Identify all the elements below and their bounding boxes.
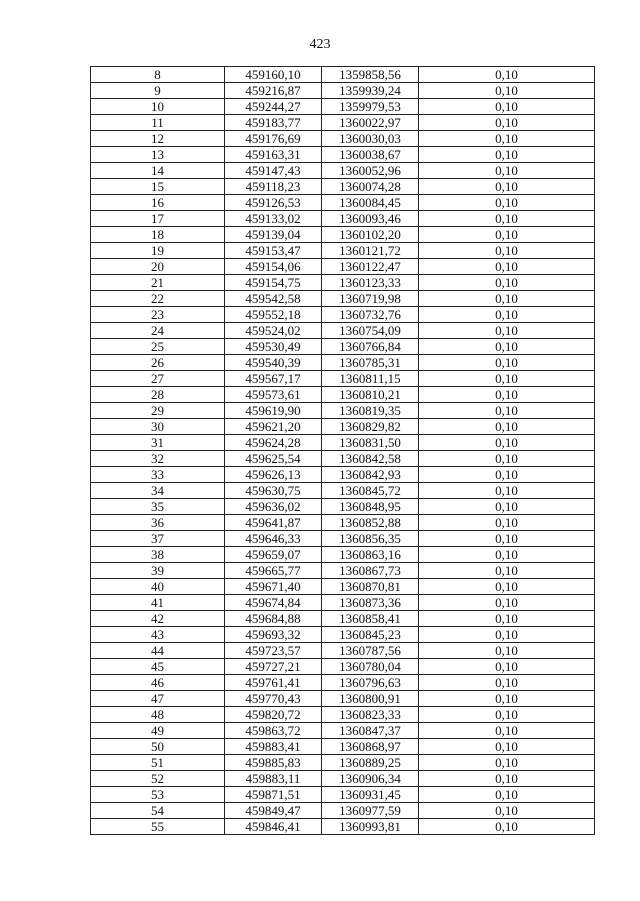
table-row xyxy=(91,291,595,307)
point-number-cell: 40 xyxy=(91,579,225,595)
point-number-cell: 27 xyxy=(91,371,225,387)
y-coordinate-cell: 1360122,47 xyxy=(322,259,419,275)
point-number-cell: 52 xyxy=(91,771,225,787)
accuracy-cell: 0,10 xyxy=(419,147,595,163)
table-row xyxy=(91,115,595,131)
y-coordinate-cell: 1360052,96 xyxy=(322,163,419,179)
point-number-cell: 32 xyxy=(91,451,225,467)
table-body xyxy=(91,67,595,835)
table-row xyxy=(91,99,595,115)
point-number-cell: 24 xyxy=(91,323,225,339)
point-number-cell: 53 xyxy=(91,787,225,803)
accuracy-cell: 0,10 xyxy=(419,307,595,323)
table-row xyxy=(91,595,595,611)
table-row xyxy=(91,323,595,339)
x-coordinate-cell: 459674,84 xyxy=(225,595,322,611)
point-number-cell: 48 xyxy=(91,707,225,723)
x-coordinate-cell: 459154,06 xyxy=(225,259,322,275)
x-coordinate-cell: 459770,43 xyxy=(225,691,322,707)
y-coordinate-cell: 1360931,45 xyxy=(322,787,419,803)
accuracy-cell: 0,10 xyxy=(419,579,595,595)
y-coordinate-cell: 1360993,81 xyxy=(322,819,419,835)
point-number-cell: 28 xyxy=(91,387,225,403)
table-row xyxy=(91,803,595,819)
x-coordinate-cell: 459883,41 xyxy=(225,739,322,755)
accuracy-cell: 0,10 xyxy=(419,403,595,419)
y-coordinate-cell: 1360906,34 xyxy=(322,771,419,787)
point-number-cell: 43 xyxy=(91,627,225,643)
x-coordinate-cell: 459176,69 xyxy=(225,131,322,147)
table-row xyxy=(91,243,595,259)
x-coordinate-cell: 459625,54 xyxy=(225,451,322,467)
point-number-cell: 21 xyxy=(91,275,225,291)
point-number-cell: 54 xyxy=(91,803,225,819)
x-coordinate-cell: 459540,39 xyxy=(225,355,322,371)
y-coordinate-cell: 1360123,33 xyxy=(322,275,419,291)
y-coordinate-cell: 1359939,24 xyxy=(322,83,419,99)
accuracy-cell: 0,10 xyxy=(419,611,595,627)
y-coordinate-cell: 1360873,36 xyxy=(322,595,419,611)
accuracy-cell: 0,10 xyxy=(419,451,595,467)
point-number-cell: 20 xyxy=(91,259,225,275)
table-row xyxy=(91,387,595,403)
point-number-cell: 38 xyxy=(91,547,225,563)
y-coordinate-cell: 1360823,33 xyxy=(322,707,419,723)
y-coordinate-cell: 1360831,50 xyxy=(322,435,419,451)
y-coordinate-cell: 1360848,95 xyxy=(322,499,419,515)
x-coordinate-cell: 459524,02 xyxy=(225,323,322,339)
accuracy-cell: 0,10 xyxy=(419,99,595,115)
accuracy-cell: 0,10 xyxy=(419,595,595,611)
x-coordinate-cell: 459846,41 xyxy=(225,819,322,835)
accuracy-cell: 0,10 xyxy=(419,211,595,227)
point-number-cell: 18 xyxy=(91,227,225,243)
y-coordinate-cell: 1360852,88 xyxy=(322,515,419,531)
y-coordinate-cell: 1360785,31 xyxy=(322,355,419,371)
page-number: 423 xyxy=(309,37,331,52)
table-row xyxy=(91,739,595,755)
table-row xyxy=(91,483,595,499)
y-coordinate-cell: 1360858,41 xyxy=(322,611,419,627)
table-row xyxy=(91,227,595,243)
y-coordinate-cell: 1360038,67 xyxy=(322,147,419,163)
y-coordinate-cell: 1360074,28 xyxy=(322,179,419,195)
table-row xyxy=(91,531,595,547)
point-number-cell: 11 xyxy=(91,115,225,131)
accuracy-cell: 0,10 xyxy=(419,771,595,787)
x-coordinate-cell: 459641,87 xyxy=(225,515,322,531)
accuracy-cell: 0,10 xyxy=(419,259,595,275)
point-number-cell: 10 xyxy=(91,99,225,115)
x-coordinate-cell: 459160,10 xyxy=(225,67,322,83)
table-row xyxy=(91,259,595,275)
x-coordinate-cell: 459163,31 xyxy=(225,147,322,163)
y-coordinate-cell: 1359979,53 xyxy=(322,99,419,115)
x-coordinate-cell: 459671,40 xyxy=(225,579,322,595)
x-coordinate-cell: 459883,11 xyxy=(225,771,322,787)
accuracy-cell: 0,10 xyxy=(419,131,595,147)
point-number-cell: 14 xyxy=(91,163,225,179)
accuracy-cell: 0,10 xyxy=(419,531,595,547)
x-coordinate-cell: 459530,49 xyxy=(225,339,322,355)
accuracy-cell: 0,10 xyxy=(419,179,595,195)
table-row xyxy=(91,211,595,227)
table-row xyxy=(91,131,595,147)
point-number-cell: 47 xyxy=(91,691,225,707)
table-row xyxy=(91,403,595,419)
point-number-cell: 33 xyxy=(91,467,225,483)
point-number-cell: 50 xyxy=(91,739,225,755)
table-row xyxy=(91,339,595,355)
point-number-cell: 22 xyxy=(91,291,225,307)
accuracy-cell: 0,10 xyxy=(419,515,595,531)
x-coordinate-cell: 459626,13 xyxy=(225,467,322,483)
point-number-cell: 19 xyxy=(91,243,225,259)
table-row xyxy=(91,707,595,723)
table-row xyxy=(91,771,595,787)
accuracy-cell: 0,10 xyxy=(419,419,595,435)
x-coordinate-cell: 459761,41 xyxy=(225,675,322,691)
accuracy-cell: 0,10 xyxy=(419,275,595,291)
accuracy-cell: 0,10 xyxy=(419,323,595,339)
point-number-cell: 35 xyxy=(91,499,225,515)
table-row xyxy=(91,819,595,835)
y-coordinate-cell: 1360845,23 xyxy=(322,627,419,643)
accuracy-cell: 0,10 xyxy=(419,755,595,771)
point-number-cell: 17 xyxy=(91,211,225,227)
accuracy-cell: 0,10 xyxy=(419,547,595,563)
accuracy-cell: 0,10 xyxy=(419,739,595,755)
accuracy-cell: 0,10 xyxy=(419,227,595,243)
accuracy-cell: 0,10 xyxy=(419,371,595,387)
y-coordinate-cell: 1360819,35 xyxy=(322,403,419,419)
y-coordinate-cell: 1360102,20 xyxy=(322,227,419,243)
point-number-cell: 51 xyxy=(91,755,225,771)
table-row xyxy=(91,67,595,83)
table-row xyxy=(91,563,595,579)
x-coordinate-cell: 459139,04 xyxy=(225,227,322,243)
accuracy-cell: 0,10 xyxy=(419,499,595,515)
table-row xyxy=(91,371,595,387)
point-number-cell: 8 xyxy=(91,67,225,83)
point-number-cell: 44 xyxy=(91,643,225,659)
x-coordinate-cell: 459693,32 xyxy=(225,627,322,643)
coordinates-table xyxy=(90,66,595,835)
x-coordinate-cell: 459542,58 xyxy=(225,291,322,307)
y-coordinate-cell: 1360867,73 xyxy=(322,563,419,579)
table-row xyxy=(91,451,595,467)
table-row xyxy=(91,723,595,739)
accuracy-cell: 0,10 xyxy=(419,387,595,403)
point-number-cell: 9 xyxy=(91,83,225,99)
accuracy-cell: 0,10 xyxy=(419,467,595,483)
y-coordinate-cell: 1360977,59 xyxy=(322,803,419,819)
accuracy-cell: 0,10 xyxy=(419,707,595,723)
point-number-cell: 13 xyxy=(91,147,225,163)
table-row xyxy=(91,83,595,99)
table-row xyxy=(91,627,595,643)
y-coordinate-cell: 1360811,15 xyxy=(322,371,419,387)
y-coordinate-cell: 1360093,46 xyxy=(322,211,419,227)
y-coordinate-cell: 1360787,56 xyxy=(322,643,419,659)
accuracy-cell: 0,10 xyxy=(419,691,595,707)
point-number-cell: 30 xyxy=(91,419,225,435)
x-coordinate-cell: 459646,33 xyxy=(225,531,322,547)
y-coordinate-cell: 1360842,93 xyxy=(322,467,419,483)
accuracy-cell: 0,10 xyxy=(419,803,595,819)
table-row xyxy=(91,515,595,531)
y-coordinate-cell: 1359858,56 xyxy=(322,67,419,83)
table-row xyxy=(91,307,595,323)
table-row xyxy=(91,675,595,691)
y-coordinate-cell: 1360868,97 xyxy=(322,739,419,755)
point-number-cell: 42 xyxy=(91,611,225,627)
x-coordinate-cell: 459126,53 xyxy=(225,195,322,211)
x-coordinate-cell: 459573,61 xyxy=(225,387,322,403)
x-coordinate-cell: 459133,02 xyxy=(225,211,322,227)
point-number-cell: 37 xyxy=(91,531,225,547)
x-coordinate-cell: 459624,28 xyxy=(225,435,322,451)
table-row xyxy=(91,419,595,435)
accuracy-cell: 0,10 xyxy=(419,355,595,371)
x-coordinate-cell: 459118,23 xyxy=(225,179,322,195)
point-number-cell: 16 xyxy=(91,195,225,211)
accuracy-cell: 0,10 xyxy=(419,195,595,211)
accuracy-cell: 0,10 xyxy=(419,339,595,355)
accuracy-cell: 0,10 xyxy=(419,163,595,179)
table-row xyxy=(91,163,595,179)
y-coordinate-cell: 1360732,76 xyxy=(322,307,419,323)
y-coordinate-cell: 1360800,91 xyxy=(322,691,419,707)
accuracy-cell: 0,10 xyxy=(419,291,595,307)
x-coordinate-cell: 459863,72 xyxy=(225,723,322,739)
x-coordinate-cell: 459183,77 xyxy=(225,115,322,131)
y-coordinate-cell: 1360030,03 xyxy=(322,131,419,147)
accuracy-cell: 0,10 xyxy=(419,627,595,643)
point-number-cell: 23 xyxy=(91,307,225,323)
point-number-cell: 31 xyxy=(91,435,225,451)
accuracy-cell: 0,10 xyxy=(419,435,595,451)
x-coordinate-cell: 459871,51 xyxy=(225,787,322,803)
y-coordinate-cell: 1360889,25 xyxy=(322,755,419,771)
point-number-cell: 15 xyxy=(91,179,225,195)
point-number-cell: 45 xyxy=(91,659,225,675)
y-coordinate-cell: 1360856,35 xyxy=(322,531,419,547)
y-coordinate-cell: 1360870,81 xyxy=(322,579,419,595)
accuracy-cell: 0,10 xyxy=(419,243,595,259)
table-row xyxy=(91,467,595,483)
point-number-cell: 34 xyxy=(91,483,225,499)
x-coordinate-cell: 459630,75 xyxy=(225,483,322,499)
accuracy-cell: 0,10 xyxy=(419,643,595,659)
accuracy-cell: 0,10 xyxy=(419,659,595,675)
x-coordinate-cell: 459820,72 xyxy=(225,707,322,723)
accuracy-cell: 0,10 xyxy=(419,723,595,739)
table-row xyxy=(91,643,595,659)
table-row xyxy=(91,755,595,771)
point-number-cell: 49 xyxy=(91,723,225,739)
x-coordinate-cell: 459849,47 xyxy=(225,803,322,819)
x-coordinate-cell: 459723,57 xyxy=(225,643,322,659)
point-number-cell: 36 xyxy=(91,515,225,531)
x-coordinate-cell: 459665,77 xyxy=(225,563,322,579)
table-row xyxy=(91,195,595,211)
table-row xyxy=(91,435,595,451)
table-row xyxy=(91,579,595,595)
x-coordinate-cell: 459659,07 xyxy=(225,547,322,563)
accuracy-cell: 0,10 xyxy=(419,83,595,99)
y-coordinate-cell: 1360719,98 xyxy=(322,291,419,307)
table-row xyxy=(91,499,595,515)
x-coordinate-cell: 459244,27 xyxy=(225,99,322,115)
y-coordinate-cell: 1360847,37 xyxy=(322,723,419,739)
y-coordinate-cell: 1360863,16 xyxy=(322,547,419,563)
y-coordinate-cell: 1360754,09 xyxy=(322,323,419,339)
y-coordinate-cell: 1360084,45 xyxy=(322,195,419,211)
table-row xyxy=(91,691,595,707)
accuracy-cell: 0,10 xyxy=(419,819,595,835)
x-coordinate-cell: 459619,90 xyxy=(225,403,322,419)
table-row xyxy=(91,355,595,371)
x-coordinate-cell: 459636,02 xyxy=(225,499,322,515)
accuracy-cell: 0,10 xyxy=(419,563,595,579)
table-row xyxy=(91,179,595,195)
x-coordinate-cell: 459885,83 xyxy=(225,755,322,771)
accuracy-cell: 0,10 xyxy=(419,115,595,131)
table-row xyxy=(91,275,595,291)
y-coordinate-cell: 1360022,97 xyxy=(322,115,419,131)
y-coordinate-cell: 1360829,82 xyxy=(322,419,419,435)
accuracy-cell: 0,10 xyxy=(419,675,595,691)
x-coordinate-cell: 459567,17 xyxy=(225,371,322,387)
table-row xyxy=(91,611,595,627)
point-number-cell: 26 xyxy=(91,355,225,371)
accuracy-cell: 0,10 xyxy=(419,787,595,803)
point-number-cell: 39 xyxy=(91,563,225,579)
y-coordinate-cell: 1360810,21 xyxy=(322,387,419,403)
point-number-cell: 12 xyxy=(91,131,225,147)
y-coordinate-cell: 1360796,63 xyxy=(322,675,419,691)
x-coordinate-cell: 459552,18 xyxy=(225,307,322,323)
table-row xyxy=(91,147,595,163)
y-coordinate-cell: 1360780,04 xyxy=(322,659,419,675)
point-number-cell: 46 xyxy=(91,675,225,691)
accuracy-cell: 0,10 xyxy=(419,483,595,499)
x-coordinate-cell: 459684,88 xyxy=(225,611,322,627)
y-coordinate-cell: 1360845,72 xyxy=(322,483,419,499)
point-number-cell: 55 xyxy=(91,819,225,835)
point-number-cell: 25 xyxy=(91,339,225,355)
y-coordinate-cell: 1360121,72 xyxy=(322,243,419,259)
point-number-cell: 29 xyxy=(91,403,225,419)
x-coordinate-cell: 459147,43 xyxy=(225,163,322,179)
x-coordinate-cell: 459154,75 xyxy=(225,275,322,291)
table-row xyxy=(91,787,595,803)
table-row xyxy=(91,547,595,563)
accuracy-cell: 0,10 xyxy=(419,67,595,83)
x-coordinate-cell: 459727,21 xyxy=(225,659,322,675)
table-row xyxy=(91,659,595,675)
x-coordinate-cell: 459153,47 xyxy=(225,243,322,259)
x-coordinate-cell: 459621,20 xyxy=(225,419,322,435)
y-coordinate-cell: 1360766,84 xyxy=(322,339,419,355)
y-coordinate-cell: 1360842,58 xyxy=(322,451,419,467)
point-number-cell: 41 xyxy=(91,595,225,611)
x-coordinate-cell: 459216,87 xyxy=(225,83,322,99)
